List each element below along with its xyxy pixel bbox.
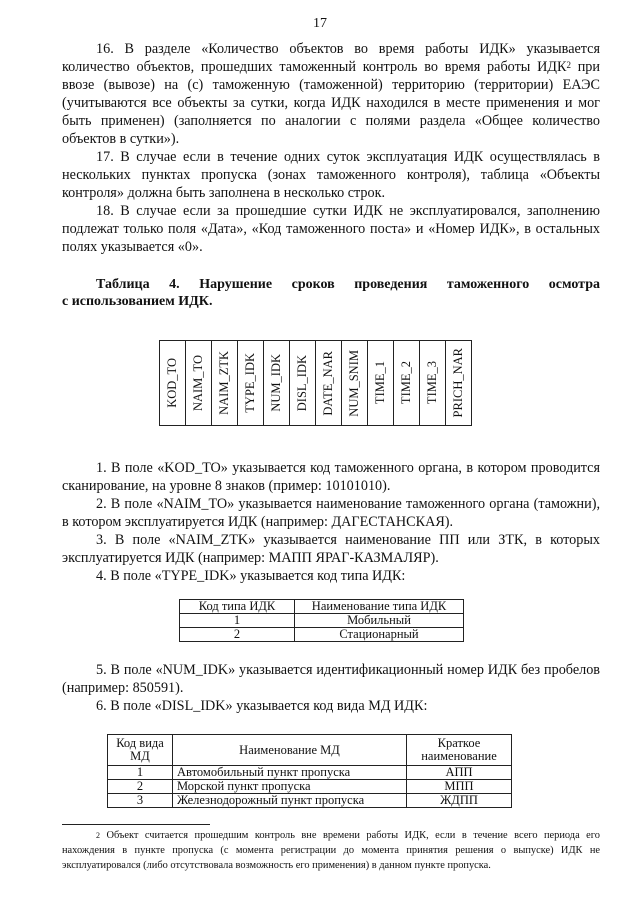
footnote-separator	[62, 824, 210, 825]
table-header: Код вида МД	[108, 735, 173, 766]
field-cell: TIME_3	[420, 341, 446, 426]
idk-type-table	[179, 599, 464, 642]
field-cell: KOD_TO	[160, 341, 186, 426]
field-cell: NAIM_ZTK	[212, 341, 238, 426]
table-row: 2 Стационарный	[180, 628, 464, 642]
paragraph-2: 2. В поле «NAIM_TO» указывается наименование таможенного органа (таможни), в котором эксплуатируется ИДК (например: ДАГЕСТАНСКАЯ).	[62, 496, 600, 530]
field-cell: NAIM_TO	[186, 341, 212, 426]
paragraph-5: 5. В поле «NUM_IDK» указывается идентификационный номер ИДК без пробелов (например: 850591).	[62, 662, 600, 696]
table-row: 3 Железнодорожный пункт пропуска ЖДПП	[108, 794, 512, 808]
footnote-marker: 2	[96, 831, 100, 840]
field-cell: DATE_NAR	[316, 341, 342, 426]
paragraph-18: 18. В случае если за прошедшие сутки ИДК не эксплуатировался, заполнению подлежат только поля «Дата», «Код таможенного поста» и «Номер ИДК», в остальных полях указывается «0».	[62, 203, 600, 255]
field-cell: TIME_2	[394, 341, 420, 426]
field-cell: NUM_SNIM	[342, 341, 368, 426]
footnote-text: Объект считается прошедшим контроль вне времени работы ИДК, если в течение всего периода его нахождения в пункте пропуска (с момента регистрации до момента принятия решения о выпуске) ИДК не эксплуатировался (либо отсутствовала возможность его применения) в данном пункте пропуска.	[62, 830, 600, 871]
table-header: Наименование типа ИДК	[295, 600, 464, 614]
field-cell: TIME_1	[368, 341, 394, 426]
field-cell: DISL_IDK	[290, 341, 316, 426]
paragraph-3: 3. В поле «NAIM_ZTK» указывается наименование ПП или ЗТК, в которых эксплуатируется ИДК (например: МАПП ЯРАГ-КАЗМАЛЯР).	[62, 532, 600, 566]
table4-fields	[159, 340, 472, 426]
paragraphs-top	[62, 40, 600, 256]
table-row: 2 Морской пункт пропуска МПП	[108, 780, 512, 794]
page-number: 17	[313, 16, 327, 31]
paragraph-4: 4. В поле «TYPE_IDK» указывается код типа ИДК:	[96, 568, 406, 584]
footnote-ref: 2	[566, 60, 571, 70]
table-row: 1 Мобильный	[180, 614, 464, 628]
paragraph-17: 17. В случае если в течение одних суток эксплуатация ИДК осуществлялась в нескольких пунктах пропуска (зонах таможенного контроля), таблица «Объекты контроля» должна быть заполнена в несколько строк.	[62, 149, 600, 201]
table-header: Код типа ИДК	[180, 600, 295, 614]
table4-caption: Таблица 4. Нарушение сроков проведения таможенного осмотра с использованием ИДК.	[62, 277, 600, 309]
table-row: 1 Автомобильный пункт пропуска АПП	[108, 766, 512, 780]
paragraph-1: 1. В поле «KOD_TO» указывается код таможенного органа, в котором проводится сканирование, на уровне 8 знаков (пример: 10101010).	[62, 460, 600, 494]
table-header: Наименование МД	[173, 735, 407, 766]
paragraph-16: 16. В разделе «Количество объектов во время работы ИДК» указывается количество объектов, прошедших таможенный контроль во время работы ИДК$^2$ при ввозе (вывозе) на (с) таможенную (таможенной) территорию (территории) ЕАЭС (учитываются все объекты за сутки, когда ИДК находился в месте применения и мог быть применен) (заполняется по аналогии с полями раздела «Общее количество объектов в сутки»).	[62, 41, 600, 147]
footnote	[62, 828, 600, 873]
table-header: Краткое наименование	[407, 735, 512, 766]
md-type-table	[107, 734, 512, 808]
paragraph-6: 6. В поле «DISL_IDK» указывается код вида МД ИДК:	[96, 698, 428, 714]
paragraphs-bottom	[62, 661, 600, 715]
field-cell: PRICH_NAR	[446, 341, 472, 426]
field-cell: NUM_IDK	[264, 341, 290, 426]
field-cell: TYPE_IDK	[238, 341, 264, 426]
paragraphs-mid	[62, 459, 600, 585]
